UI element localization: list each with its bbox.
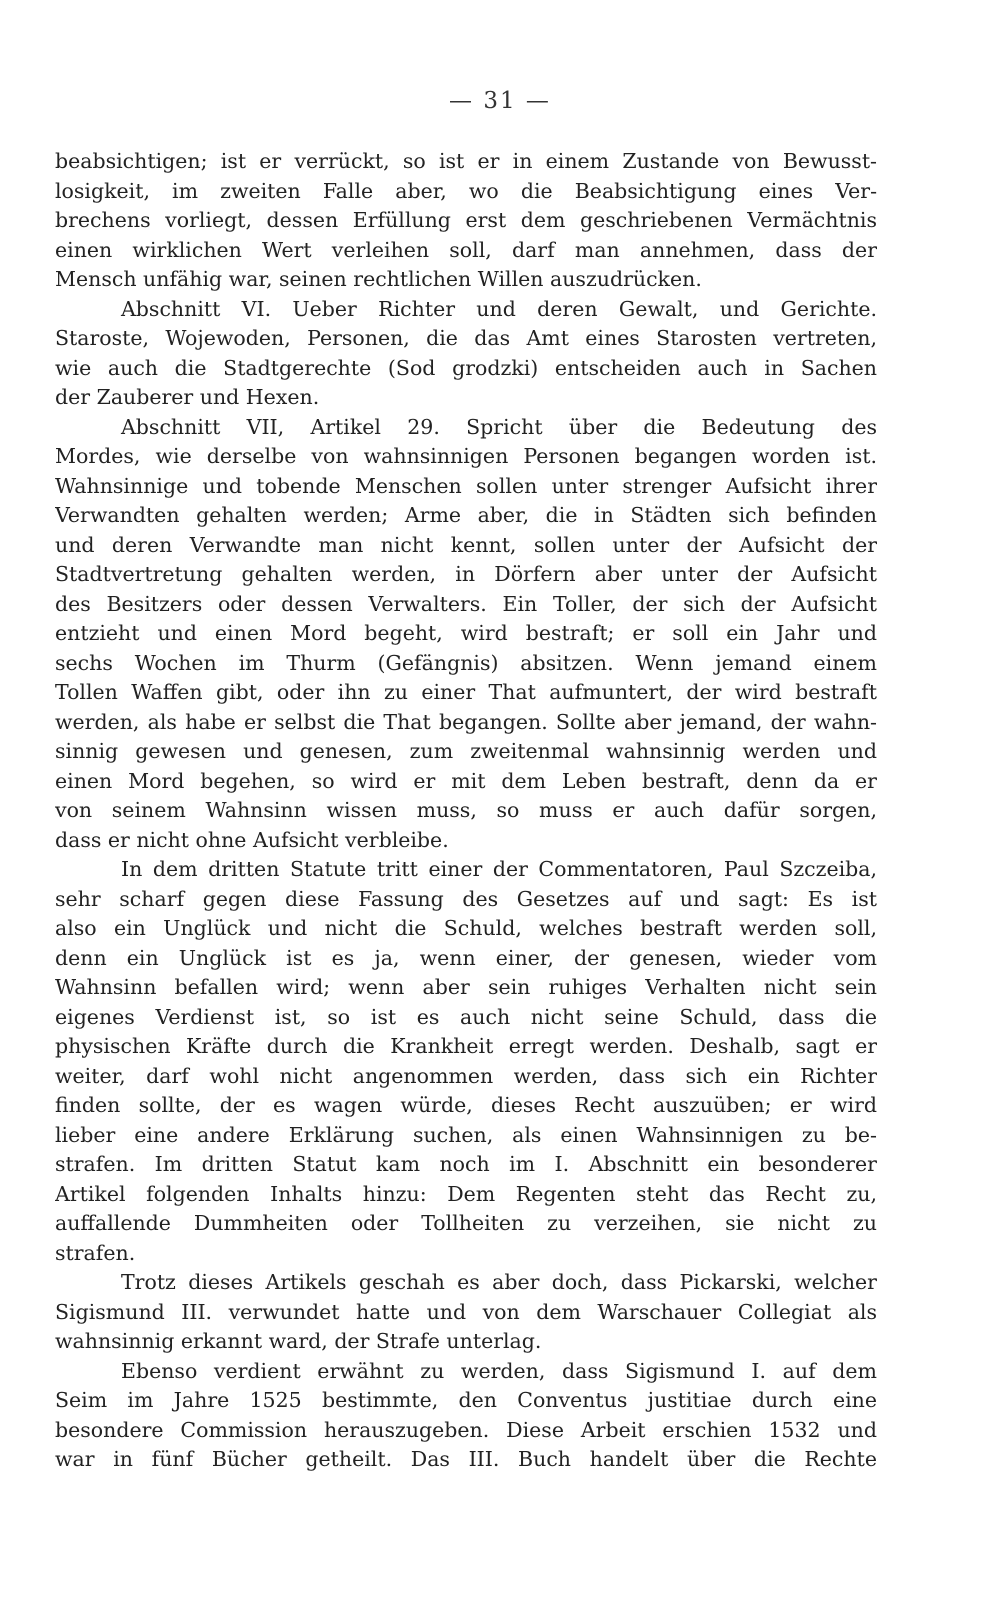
text-line: Seim im Jahre 1525 bestimmte, den Conventus justitiae durch eine: [55, 1388, 877, 1412]
text-line: strafen.: [55, 1240, 136, 1265]
text-line: also ein Unglück und nicht die Schuld, welches bestraft werden soll,: [55, 916, 877, 940]
text-line: finden sollte, der es wagen würde, dieses Recht auszuüben; er wird: [55, 1093, 877, 1117]
text-line: wahnsinnig erkannt ward, der Strafe unterlag.: [55, 1329, 542, 1353]
text-line: Artikel folgenden Inhalts hinzu: Dem Regenten steht das Recht zu,: [55, 1181, 877, 1206]
text-line: Staroste, Wojewoden, Personen, die das Amt eines Starosten vertreten,: [55, 326, 877, 350]
text-line: losigkeit, im zweiten Falle aber, wo die Beabsichtigung eines Ver-: [55, 178, 877, 203]
text-line: In dem dritten Statute tritt einer der Commentatoren, Paul Szczeiba,: [121, 857, 877, 881]
text-line: des Besitzers oder dessen Verwalters. Ein Toller, der sich der Aufsicht: [55, 591, 877, 616]
page-number: — 31 —: [449, 88, 551, 114]
body-text: [55, 147, 877, 1475]
text-line: war in fünf Bücher getheilt. Das III. Buch handelt über die Rechte: [55, 1447, 877, 1471]
text-line: auffallende Dummheiten oder Tollheiten zu verzeihen, sie nicht zu: [55, 1211, 877, 1235]
text-line: Stadtvertretung gehalten werden, in Dörfern aber unter der Aufsicht: [55, 562, 877, 586]
text-line: strafen. Im dritten Statut kam noch im I. Abschnitt ein besonderer: [55, 1152, 877, 1176]
text-line: von seinem Wahnsinn wissen muss, so muss er auch dafür sorgen,: [55, 798, 877, 822]
text-line: Abschnitt VI. Ueber Richter und deren Gewalt, und Gerichte.: [121, 296, 877, 321]
text-line: Tollen Waffen gibt, oder ihn zu einer That aufmuntert, der wird bestraft: [55, 680, 877, 704]
text-line: Sigismund III. verwundet hatte und von dem Warschauer Collegiat als: [55, 1299, 877, 1324]
text-line: Mordes, wie derselbe von wahnsinnigen Personen begangen worden ist.: [55, 444, 877, 468]
text-line: werden, als habe er selbst die That begangen. Sollte aber jemand, der wahn-: [55, 709, 877, 734]
text-line: Wahnsinnige und tobende Menschen sollen unter strenger Aufsicht ihrer: [55, 473, 877, 498]
text-line: einen Mord begehen, so wird er mit dem Leben bestraft, denn da er: [55, 768, 877, 793]
text-line: Abschnitt VII, Artikel 29. Spricht über die Bedeutung des: [121, 414, 877, 439]
text-line: weiter, darf wohl nicht angenommen werden, dass sich ein Richter: [55, 1063, 877, 1088]
text-line: sechs Wochen im Thurm (Gefängnis) absitzen. Wenn jemand einem: [55, 650, 877, 675]
text-line: der Zauberer und Hexen.: [55, 385, 320, 409]
text-line: und deren Verwandte man nicht kennt, sollen unter der Aufsicht der: [55, 532, 877, 557]
text-line: denn ein Unglück ist es ja, wenn einer, der genesen, wieder vom: [55, 945, 877, 970]
text-line: physischen Kräfte durch die Krankheit erregt werden. Deshalb, sagt er: [55, 1034, 877, 1058]
text-line: Wahnsinn befallen wird; wenn aber sein ruhiges Verhalten nicht sein: [55, 975, 877, 999]
text-line: sehr scharf gegen diese Fassung des Gesetzes auf und sagt: Es ist: [55, 886, 877, 911]
text-line: Mensch unfähig war, seinen rechtlichen Willen auszudrücken.: [55, 267, 702, 291]
text-line: eigenes Verdienst ist, so ist es auch nicht seine Schuld, dass die: [55, 1004, 877, 1029]
text-line: lieber eine andere Erklärung suchen, als einen Wahnsinnigen zu be-: [55, 1122, 877, 1147]
text-line: sinnig gewesen und genesen, zum zweitenmal wahnsinnig werden und: [55, 739, 877, 763]
text-line: besondere Commission herauszugeben. Diese Arbeit erschien 1532 und: [55, 1417, 877, 1442]
text-line: Verwandten gehalten werden; Arme aber, die in Städten sich befinden: [55, 503, 877, 527]
text-line: Trotz dieses Artikels geschah es aber doch, dass Pickarski, welcher: [121, 1270, 877, 1294]
text-line: wie auch die Stadtgerechte (Sod grodzki) entscheiden auch in Sachen: [55, 355, 877, 380]
text-line: brechens vorliegt, dessen Erfüllung erst dem geschriebenen Vermächtnis: [55, 208, 877, 232]
text-line: Ebenso verdient erwähnt zu werden, dass Sigismund I. auf dem: [121, 1358, 877, 1383]
text-line: entzieht und einen Mord begeht, wird bestraft; er soll ein Jahr und: [55, 621, 877, 645]
text-line: dass er nicht ohne Aufsicht verbleibe.: [55, 827, 449, 852]
text-line: einen wirklichen Wert verleihen soll, darf man annehmen, dass der: [55, 237, 877, 262]
text-line: beabsichtigen; ist er verrückt, so ist er in einem Zustande von Bewusst-: [55, 149, 877, 173]
